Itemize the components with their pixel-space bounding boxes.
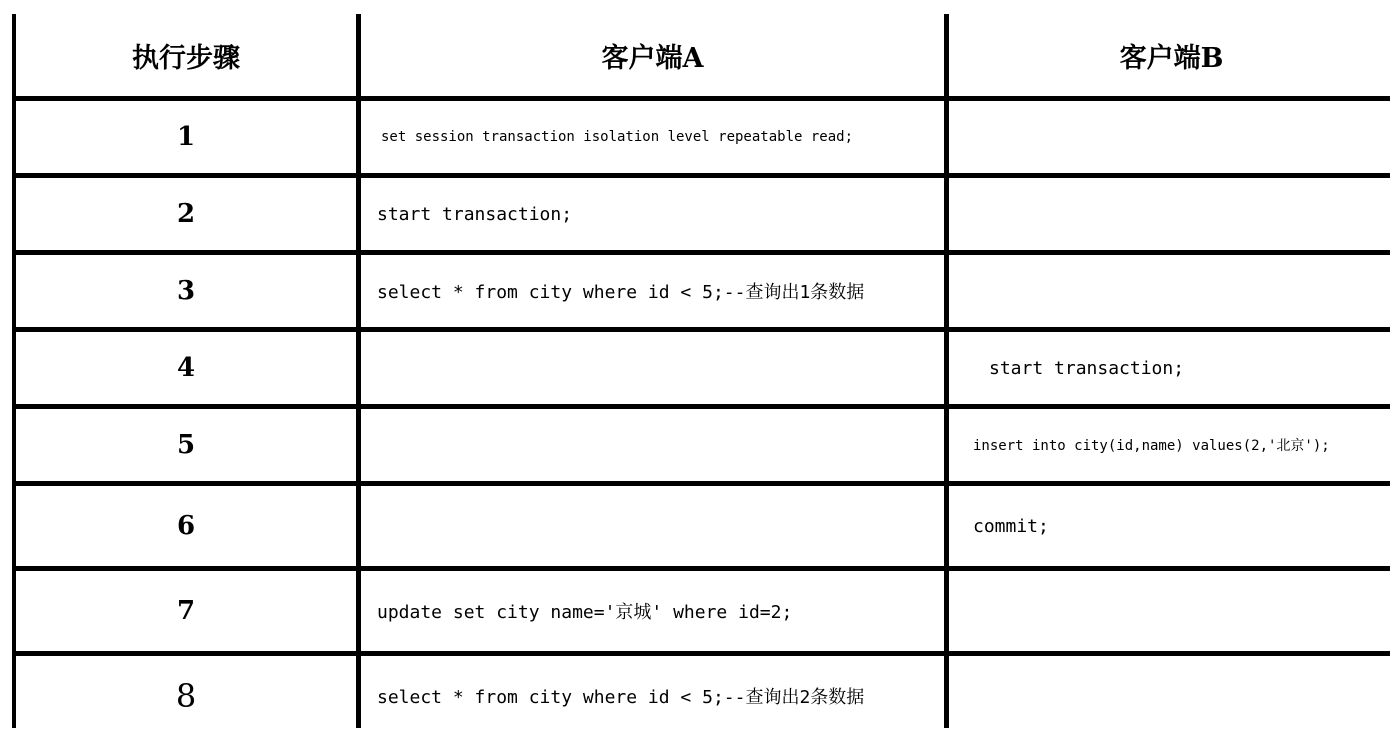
client-b-statement: insert into city(id,name) values(2,'北京');: [949, 409, 1394, 481]
header-client-b: 客户端B: [949, 14, 1394, 96]
client-b-statement: [949, 656, 1394, 736]
client-b-statement: commit;: [949, 486, 1394, 566]
client-a-statement: [361, 409, 944, 481]
step-number: 6: [16, 486, 356, 566]
client-b-statement: start transaction;: [949, 332, 1394, 404]
client-a-statement: select * from city where id < 5;--查询出2条数据: [361, 656, 944, 736]
header-client-a: 客户端A: [361, 14, 944, 96]
client-a-statement: set session transaction isolation level repeatable read;: [361, 101, 944, 173]
transaction-steps-table: [12, 14, 1390, 728]
client-a-statement: [361, 332, 944, 404]
step-number: 2: [16, 178, 356, 250]
step-number: 8: [16, 656, 356, 736]
client-b-statement: [949, 178, 1394, 250]
header-step: 执行步骤: [16, 14, 356, 96]
step-number: 1: [16, 101, 356, 173]
client-a-statement: start transaction;: [361, 178, 944, 250]
client-b-statement: [949, 255, 1394, 327]
step-number: 5: [16, 409, 356, 481]
client-b-statement: [949, 571, 1394, 651]
step-number: 4: [16, 332, 356, 404]
step-number: 3: [16, 255, 356, 327]
client-b-statement: [949, 101, 1394, 173]
client-a-statement: select * from city where id < 5;--查询出1条数据: [361, 255, 944, 327]
client-a-statement: [361, 486, 944, 566]
client-a-statement: update set city name='京城' where id=2;: [361, 571, 944, 651]
step-number: 7: [16, 571, 356, 651]
